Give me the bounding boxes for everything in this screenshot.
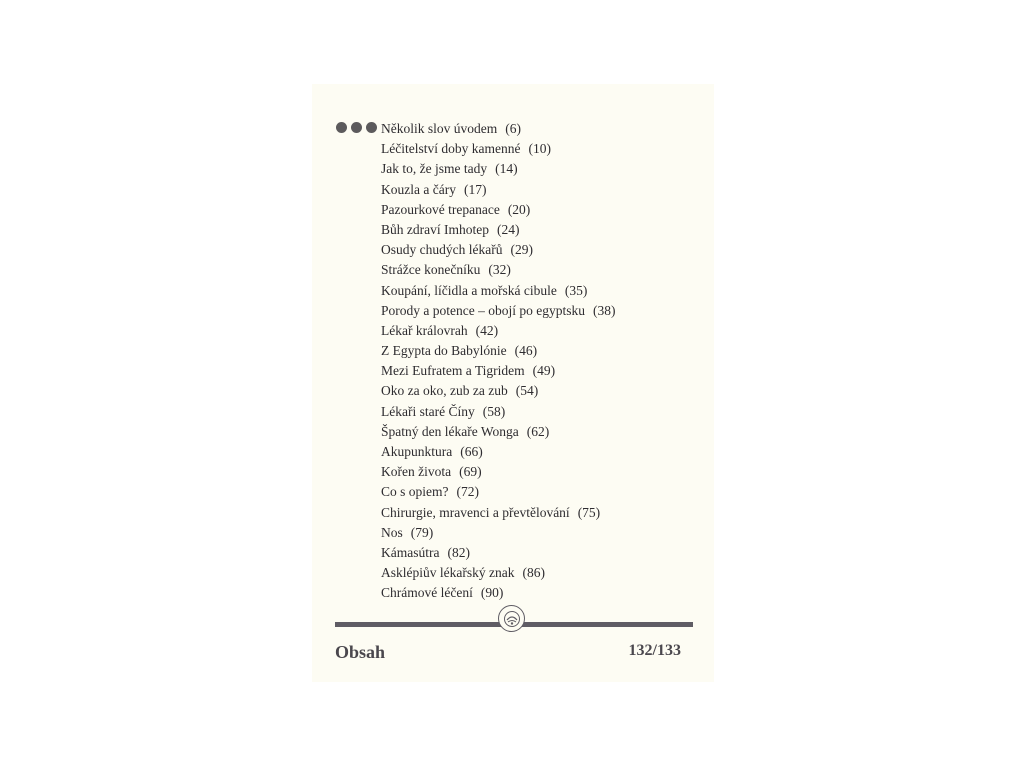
toc-entry-title: Mezi Eufratem a Tigridem <box>381 363 525 379</box>
toc-entry-page: (38) <box>592 302 616 318</box>
toc-entry-page: (75) <box>577 504 601 520</box>
toc-entry-page: (69) <box>459 464 482 480</box>
toc-entry-title: Chirurgie, mravenci a převtělování <box>381 504 570 520</box>
book-page <box>312 84 714 682</box>
toc-entry <box>381 402 615 422</box>
table-of-contents <box>381 119 615 604</box>
toc-entry-title: Osudy chudých lékařů <box>381 242 503 258</box>
toc-entry-page: (82) <box>447 544 470 560</box>
three-dot-bullets-icon <box>336 122 377 133</box>
toc-entry-page: (46) <box>514 343 538 359</box>
toc-entry <box>381 220 615 240</box>
toc-entry-page: (17) <box>463 181 487 197</box>
toc-entry <box>381 543 615 563</box>
toc-entry-page: (79) <box>410 524 434 540</box>
toc-entry-title: Kouzla a čáry <box>381 181 456 197</box>
toc-entry <box>381 321 615 341</box>
toc-entry <box>381 503 615 523</box>
toc-entry-page: (58) <box>482 403 506 419</box>
toc-entry-page: (32) <box>488 262 511 278</box>
toc-entry-title: Porody a potence – obojí po egyptsku <box>381 302 585 318</box>
toc-entry-page: (14) <box>495 161 518 177</box>
toc-entry-page: (6) <box>505 121 521 136</box>
toc-entry-page: (42) <box>475 322 499 338</box>
toc-entry-page: (66) <box>460 444 483 459</box>
toc-entry <box>381 361 615 381</box>
bullet-dot <box>366 122 377 133</box>
toc-entry-page: (54) <box>515 383 539 399</box>
toc-entry <box>381 381 615 401</box>
toc-entry-title: Kámasútra <box>381 544 440 560</box>
toc-entry-page: (10) <box>528 141 551 157</box>
toc-entry-page: (35) <box>564 282 588 298</box>
toc-entry <box>381 583 615 603</box>
toc-entry <box>381 159 615 179</box>
toc-entry-page: (90) <box>480 585 504 601</box>
toc-entry <box>381 180 615 200</box>
toc-entry <box>381 119 615 139</box>
publisher-emblem-icon <box>498 605 525 632</box>
toc-entry <box>381 240 615 260</box>
toc-entry-title: Jak to, že jsme tady <box>381 161 488 177</box>
toc-entry-title: Kořen života <box>381 464 452 480</box>
toc-entry-title: Z Egypta do Babylónie <box>381 343 507 359</box>
toc-entry-title: Oko za oko, zub za zub <box>381 383 508 399</box>
toc-entry-title: Akupunktura <box>381 444 453 459</box>
toc-entry-title: Asklépiův lékařský znak <box>381 565 515 581</box>
toc-entry-title: Lékaři staré Číny <box>381 403 475 419</box>
toc-entry-title: Chrámové léčení <box>381 585 473 601</box>
toc-entry-title: Strážce konečníku <box>381 262 481 278</box>
bullet-dot <box>336 122 347 133</box>
section-title: Obsah <box>335 642 386 662</box>
toc-entry <box>381 563 615 583</box>
toc-entry-title: Nos <box>381 524 403 540</box>
toc-entry <box>381 200 615 220</box>
toc-entry-page: (49) <box>532 363 556 379</box>
toc-entry-title: Pazourkové trepanace <box>381 201 500 217</box>
toc-entry-title: Koupání, líčidla a mořská cibule <box>381 282 557 298</box>
toc-entry-title: Špatný den lékaře Wonga <box>381 423 519 439</box>
toc-entry <box>381 523 615 543</box>
toc-entry-title: Několik slov úvodem <box>381 121 498 136</box>
toc-entry-title: Bůh zdraví Imhotep <box>381 221 489 237</box>
page-numbers: 132/133 <box>628 642 681 659</box>
toc-entry <box>381 260 615 280</box>
toc-entry-page: (86) <box>522 565 545 581</box>
toc-entry-page: (29) <box>510 242 533 258</box>
toc-entry <box>381 422 615 442</box>
toc-entry <box>381 139 615 159</box>
toc-entry <box>381 281 615 301</box>
toc-entry-title: Co s opiem? <box>381 484 449 500</box>
toc-entry-page: (20) <box>507 201 531 217</box>
toc-entry-title: Lékař královrah <box>381 322 468 338</box>
toc-entry <box>381 442 615 462</box>
toc-entry-page: (62) <box>526 423 550 439</box>
toc-entry <box>381 482 615 502</box>
toc-entry <box>381 462 615 482</box>
bullet-dot <box>351 122 362 133</box>
toc-entry <box>381 341 615 361</box>
toc-entry-title: Léčitelství doby kamenné <box>381 141 521 157</box>
toc-entry <box>381 301 615 321</box>
toc-entry-page: (24) <box>496 221 520 237</box>
toc-entry-page: (72) <box>456 484 479 500</box>
